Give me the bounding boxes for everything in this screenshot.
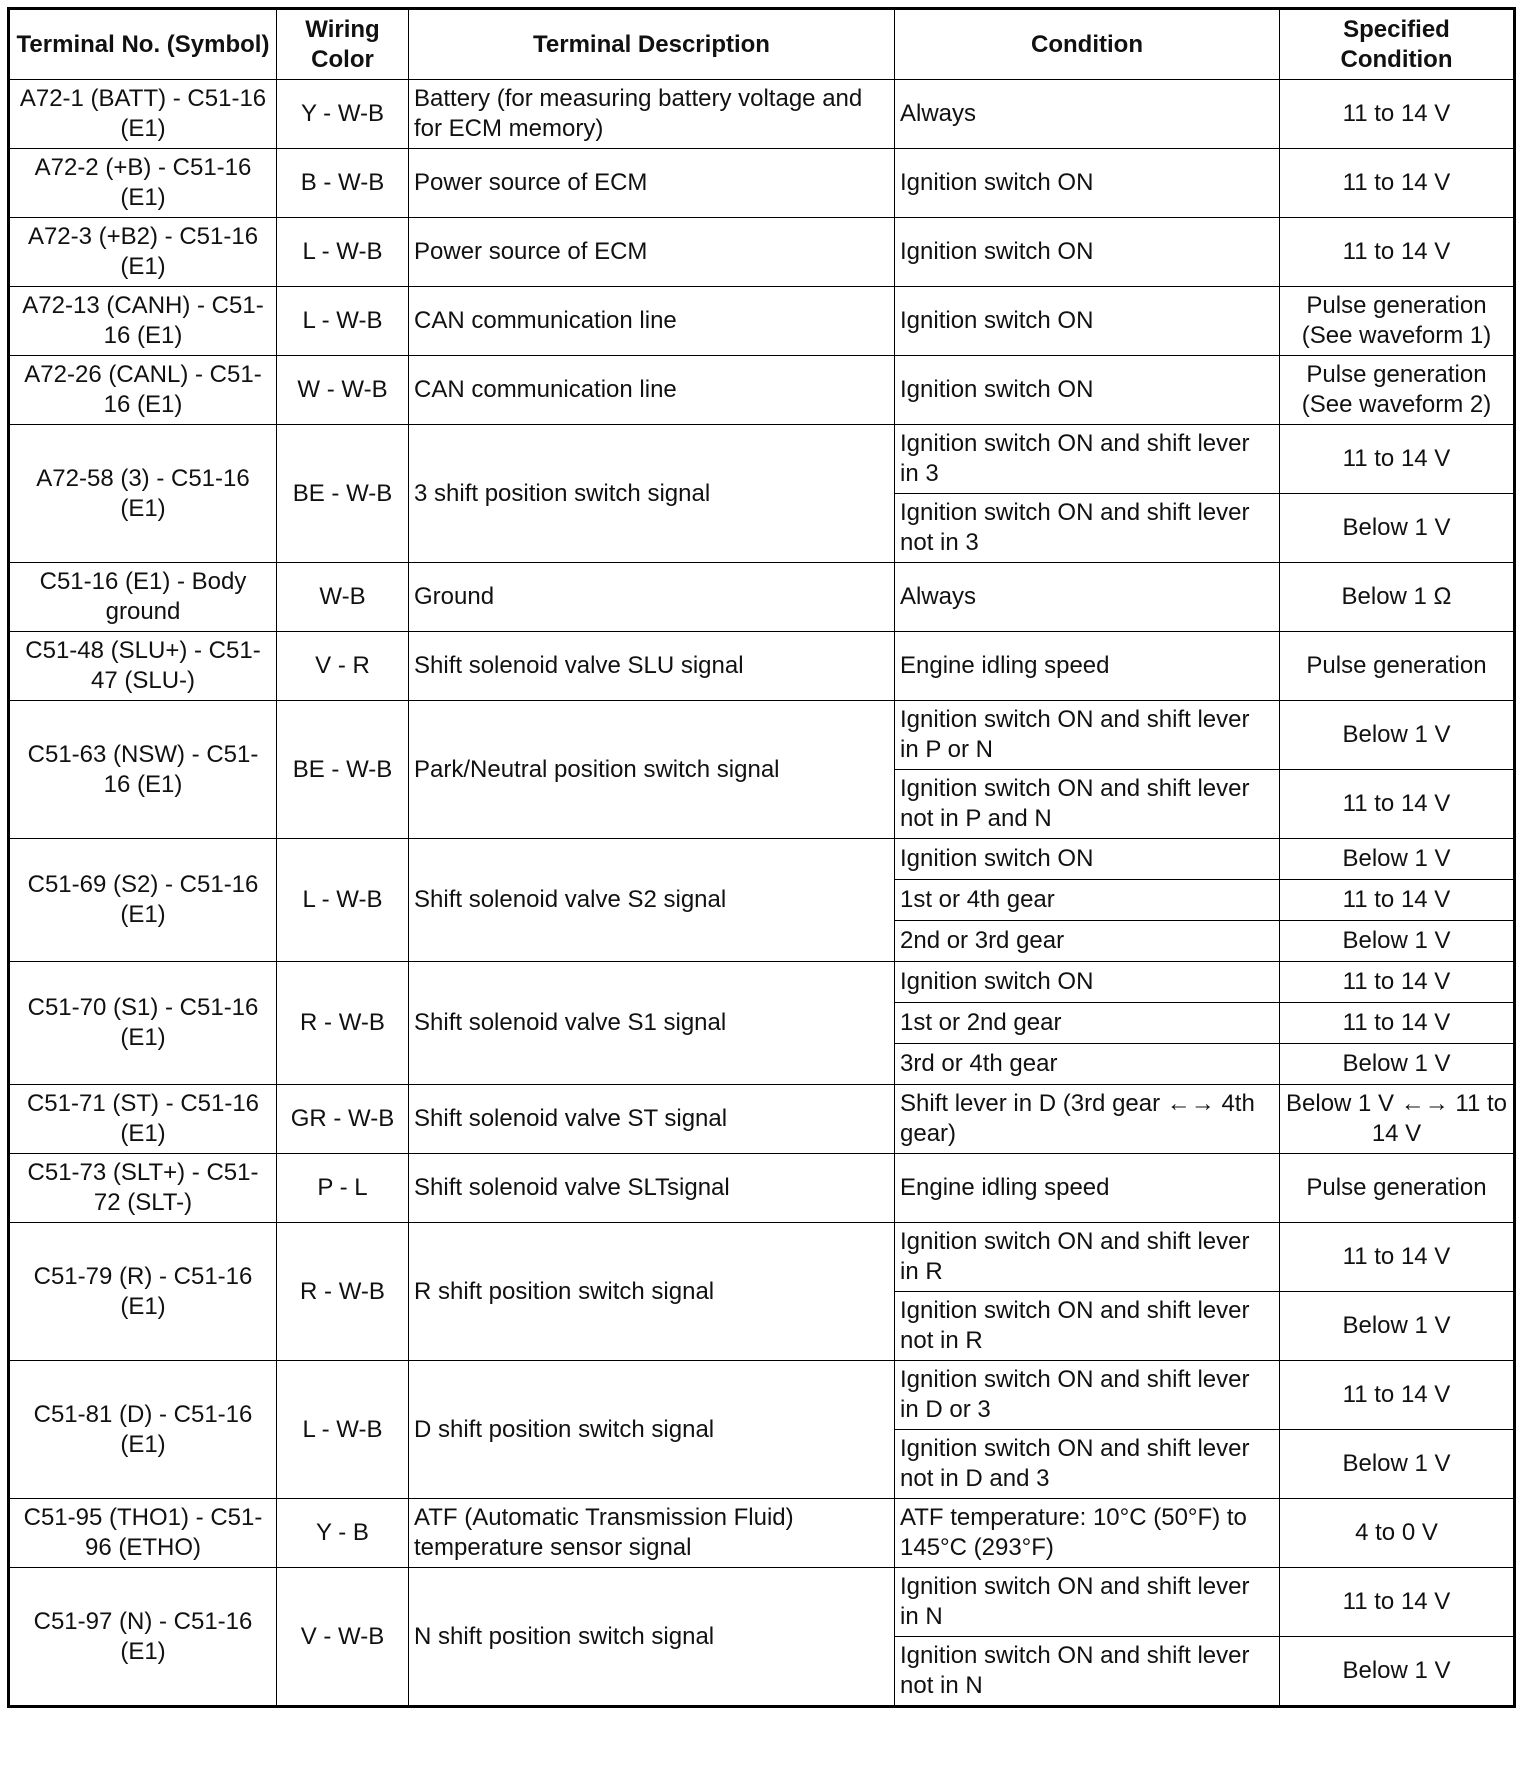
condition-cell: Ignition switch ON and shift lever not in 3 [895, 494, 1280, 563]
condition-cell: Shift lever in D (3rd gear ←→ 4th gear) [895, 1085, 1280, 1154]
condition-cell: ATF temperature: 10°C (50°F) to 145°C (293°F) [895, 1499, 1280, 1568]
condition-cell: Ignition switch ON and shift lever not in R [895, 1292, 1280, 1361]
terminal-cell: A72-2 (+B) - C51-16 (E1) [9, 149, 277, 218]
spec-cell: 4 to 0 V [1280, 1499, 1515, 1568]
description-cell: Ground [409, 563, 895, 632]
wiring-color-cell: V - R [277, 632, 409, 701]
description-cell: CAN communication line [409, 287, 895, 356]
table-row [9, 563, 1515, 632]
spec-cell: 11 to 14 V [1280, 218, 1515, 287]
spec-cell: Below 1 V [1280, 1637, 1515, 1707]
terminal-cell: A72-26 (CANL) - C51-16 (E1) [9, 356, 277, 425]
spec-cell: 11 to 14 V [1280, 880, 1515, 921]
condition-cell: 1st or 4th gear [895, 880, 1280, 921]
wiring-color-cell: V - W-B [277, 1568, 409, 1707]
table-row [9, 1568, 1515, 1637]
wiring-color-cell: BE - W-B [277, 425, 409, 563]
condition-cell: Ignition switch ON [895, 839, 1280, 880]
table-row [9, 149, 1515, 218]
wiring-color-cell: R - W-B [277, 962, 409, 1085]
spec-cell: Pulse generation [1280, 632, 1515, 701]
description-cell: R shift position switch signal [409, 1223, 895, 1361]
table-row [9, 1154, 1515, 1223]
wiring-color-cell: B - W-B [277, 149, 409, 218]
condition-cell: Ignition switch ON [895, 287, 1280, 356]
condition-cell: 2nd or 3rd gear [895, 921, 1280, 962]
terminal-cell: A72-1 (BATT) - C51-16 (E1) [9, 80, 277, 149]
condition-cell: Ignition switch ON [895, 356, 1280, 425]
spec-cell: 11 to 14 V [1280, 149, 1515, 218]
spec-cell: 11 to 14 V [1280, 425, 1515, 494]
spec-cell: 11 to 14 V [1280, 770, 1515, 839]
description-cell: D shift position switch signal [409, 1361, 895, 1499]
table-row [9, 1499, 1515, 1568]
terminal-cell: A72-3 (+B2) - C51-16 (E1) [9, 218, 277, 287]
description-cell: Shift solenoid valve S1 signal [409, 962, 895, 1085]
wiring-color-cell: Y - W-B [277, 80, 409, 149]
condition-cell: 3rd or 4th gear [895, 1044, 1280, 1085]
condition-cell: Engine idling speed [895, 632, 1280, 701]
condition-cell: Always [895, 80, 1280, 149]
condition-cell: Ignition switch ON [895, 218, 1280, 287]
header-row [9, 9, 1515, 80]
spec-cell: Below 1 V [1280, 1430, 1515, 1499]
description-cell: Shift solenoid valve SLU signal [409, 632, 895, 701]
wiring-color-cell: Y - B [277, 1499, 409, 1568]
table-row [9, 1223, 1515, 1292]
terminal-cell: C51-97 (N) - C51-16 (E1) [9, 1568, 277, 1707]
table-row [9, 839, 1515, 880]
description-cell: Power source of ECM [409, 218, 895, 287]
spec-cell: Below 1 V [1280, 701, 1515, 770]
description-cell: ATF (Automatic Transmission Fluid) temperature sensor signal [409, 1499, 895, 1568]
terminal-cell: C51-81 (D) - C51-16 (E1) [9, 1361, 277, 1499]
table-row [9, 1361, 1515, 1430]
condition-cell: Ignition switch ON and shift lever not in P and N [895, 770, 1280, 839]
spec-cell: Below 1 V [1280, 839, 1515, 880]
spec-cell: 11 to 14 V [1280, 1003, 1515, 1044]
terminal-cell: C51-16 (E1) - Body ground [9, 563, 277, 632]
spec-cell: 11 to 14 V [1280, 1223, 1515, 1292]
description-cell: Battery (for measuring battery voltage and for ECM memory) [409, 80, 895, 149]
terminal-cell: A72-58 (3) - C51-16 (E1) [9, 425, 277, 563]
wiring-color-cell: L - W-B [277, 1361, 409, 1499]
description-cell: Shift solenoid valve S2 signal [409, 839, 895, 962]
spec-cell: 11 to 14 V [1280, 1568, 1515, 1637]
description-cell: Power source of ECM [409, 149, 895, 218]
terminal-cell: C51-73 (SLT+) - C51-72 (SLT-) [9, 1154, 277, 1223]
condition-cell: Ignition switch ON [895, 149, 1280, 218]
condition-cell: Ignition switch ON [895, 962, 1280, 1003]
table-row [9, 287, 1515, 356]
description-cell: CAN communication line [409, 356, 895, 425]
condition-cell: Ignition switch ON and shift lever in N [895, 1568, 1280, 1637]
header-wiring-color: Wiring Color [277, 9, 409, 80]
terminal-cell: C51-69 (S2) - C51-16 (E1) [9, 839, 277, 962]
wiring-color-cell: GR - W-B [277, 1085, 409, 1154]
wiring-color-cell: BE - W-B [277, 701, 409, 839]
wiring-color-cell: P - L [277, 1154, 409, 1223]
header-specified-condition: Specified Condition [1280, 9, 1515, 80]
condition-cell: Engine idling speed [895, 1154, 1280, 1223]
terminal-cell: C51-63 (NSW) - C51-16 (E1) [9, 701, 277, 839]
table-row [9, 962, 1515, 1003]
wiring-color-cell: R - W-B [277, 1223, 409, 1361]
terminal-cell: C51-48 (SLU+) - C51-47 (SLU-) [9, 632, 277, 701]
condition-cell: Ignition switch ON and shift lever in D or 3 [895, 1361, 1280, 1430]
spec-cell: Below 1 V [1280, 921, 1515, 962]
spec-cell: Below 1 V [1280, 1044, 1515, 1085]
condition-cell: Always [895, 563, 1280, 632]
spec-cell: 11 to 14 V [1280, 1361, 1515, 1430]
terminal-cell: C51-71 (ST) - C51-16 (E1) [9, 1085, 277, 1154]
spec-cell: 11 to 14 V [1280, 962, 1515, 1003]
spec-cell: Pulse generation (See waveform 1) [1280, 287, 1515, 356]
spec-cell: Pulse generation [1280, 1154, 1515, 1223]
terminal-table [7, 7, 1516, 1708]
table-row [9, 356, 1515, 425]
condition-cell: Ignition switch ON and shift lever in 3 [895, 425, 1280, 494]
table-body [9, 80, 1515, 1707]
wiring-color-cell: L - W-B [277, 218, 409, 287]
terminal-cell: C51-70 (S1) - C51-16 (E1) [9, 962, 277, 1085]
condition-cell: Ignition switch ON and shift lever not in N [895, 1637, 1280, 1707]
table-row [9, 701, 1515, 770]
terminal-cell: C51-95 (THO1) - C51-96 (ETHO) [9, 1499, 277, 1568]
table-row [9, 80, 1515, 149]
spec-cell: Below 1 V ←→ 11 to 14 V [1280, 1085, 1515, 1154]
spec-cell: Below 1 V [1280, 1292, 1515, 1361]
description-cell: Park/Neutral position switch signal [409, 701, 895, 839]
spec-cell: Below 1 Ω [1280, 563, 1515, 632]
header-condition: Condition [895, 9, 1280, 80]
wiring-color-cell: L - W-B [277, 839, 409, 962]
header-description: Terminal Description [409, 9, 895, 80]
wiring-color-cell: W-B [277, 563, 409, 632]
condition-cell: Ignition switch ON and shift lever not in D and 3 [895, 1430, 1280, 1499]
table-row [9, 425, 1515, 494]
condition-cell: Ignition switch ON and shift lever in P or N [895, 701, 1280, 770]
spec-cell: 11 to 14 V [1280, 80, 1515, 149]
spec-cell: Pulse generation (See waveform 2) [1280, 356, 1515, 425]
description-cell: N shift position switch signal [409, 1568, 895, 1707]
wiring-color-cell: W - W-B [277, 356, 409, 425]
table-row [9, 1085, 1515, 1154]
terminal-cell: C51-79 (R) - C51-16 (E1) [9, 1223, 277, 1361]
description-cell: 3 shift position switch signal [409, 425, 895, 563]
table-row [9, 632, 1515, 701]
table-row [9, 218, 1515, 287]
condition-cell: Ignition switch ON and shift lever in R [895, 1223, 1280, 1292]
header-terminal: Terminal No. (Symbol) [9, 9, 277, 80]
spec-cell: Below 1 V [1280, 494, 1515, 563]
description-cell: Shift solenoid valve SLTsignal [409, 1154, 895, 1223]
terminal-cell: A72-13 (CANH) - C51-16 (E1) [9, 287, 277, 356]
condition-cell: 1st or 2nd gear [895, 1003, 1280, 1044]
description-cell: Shift solenoid valve ST signal [409, 1085, 895, 1154]
wiring-color-cell: L - W-B [277, 287, 409, 356]
